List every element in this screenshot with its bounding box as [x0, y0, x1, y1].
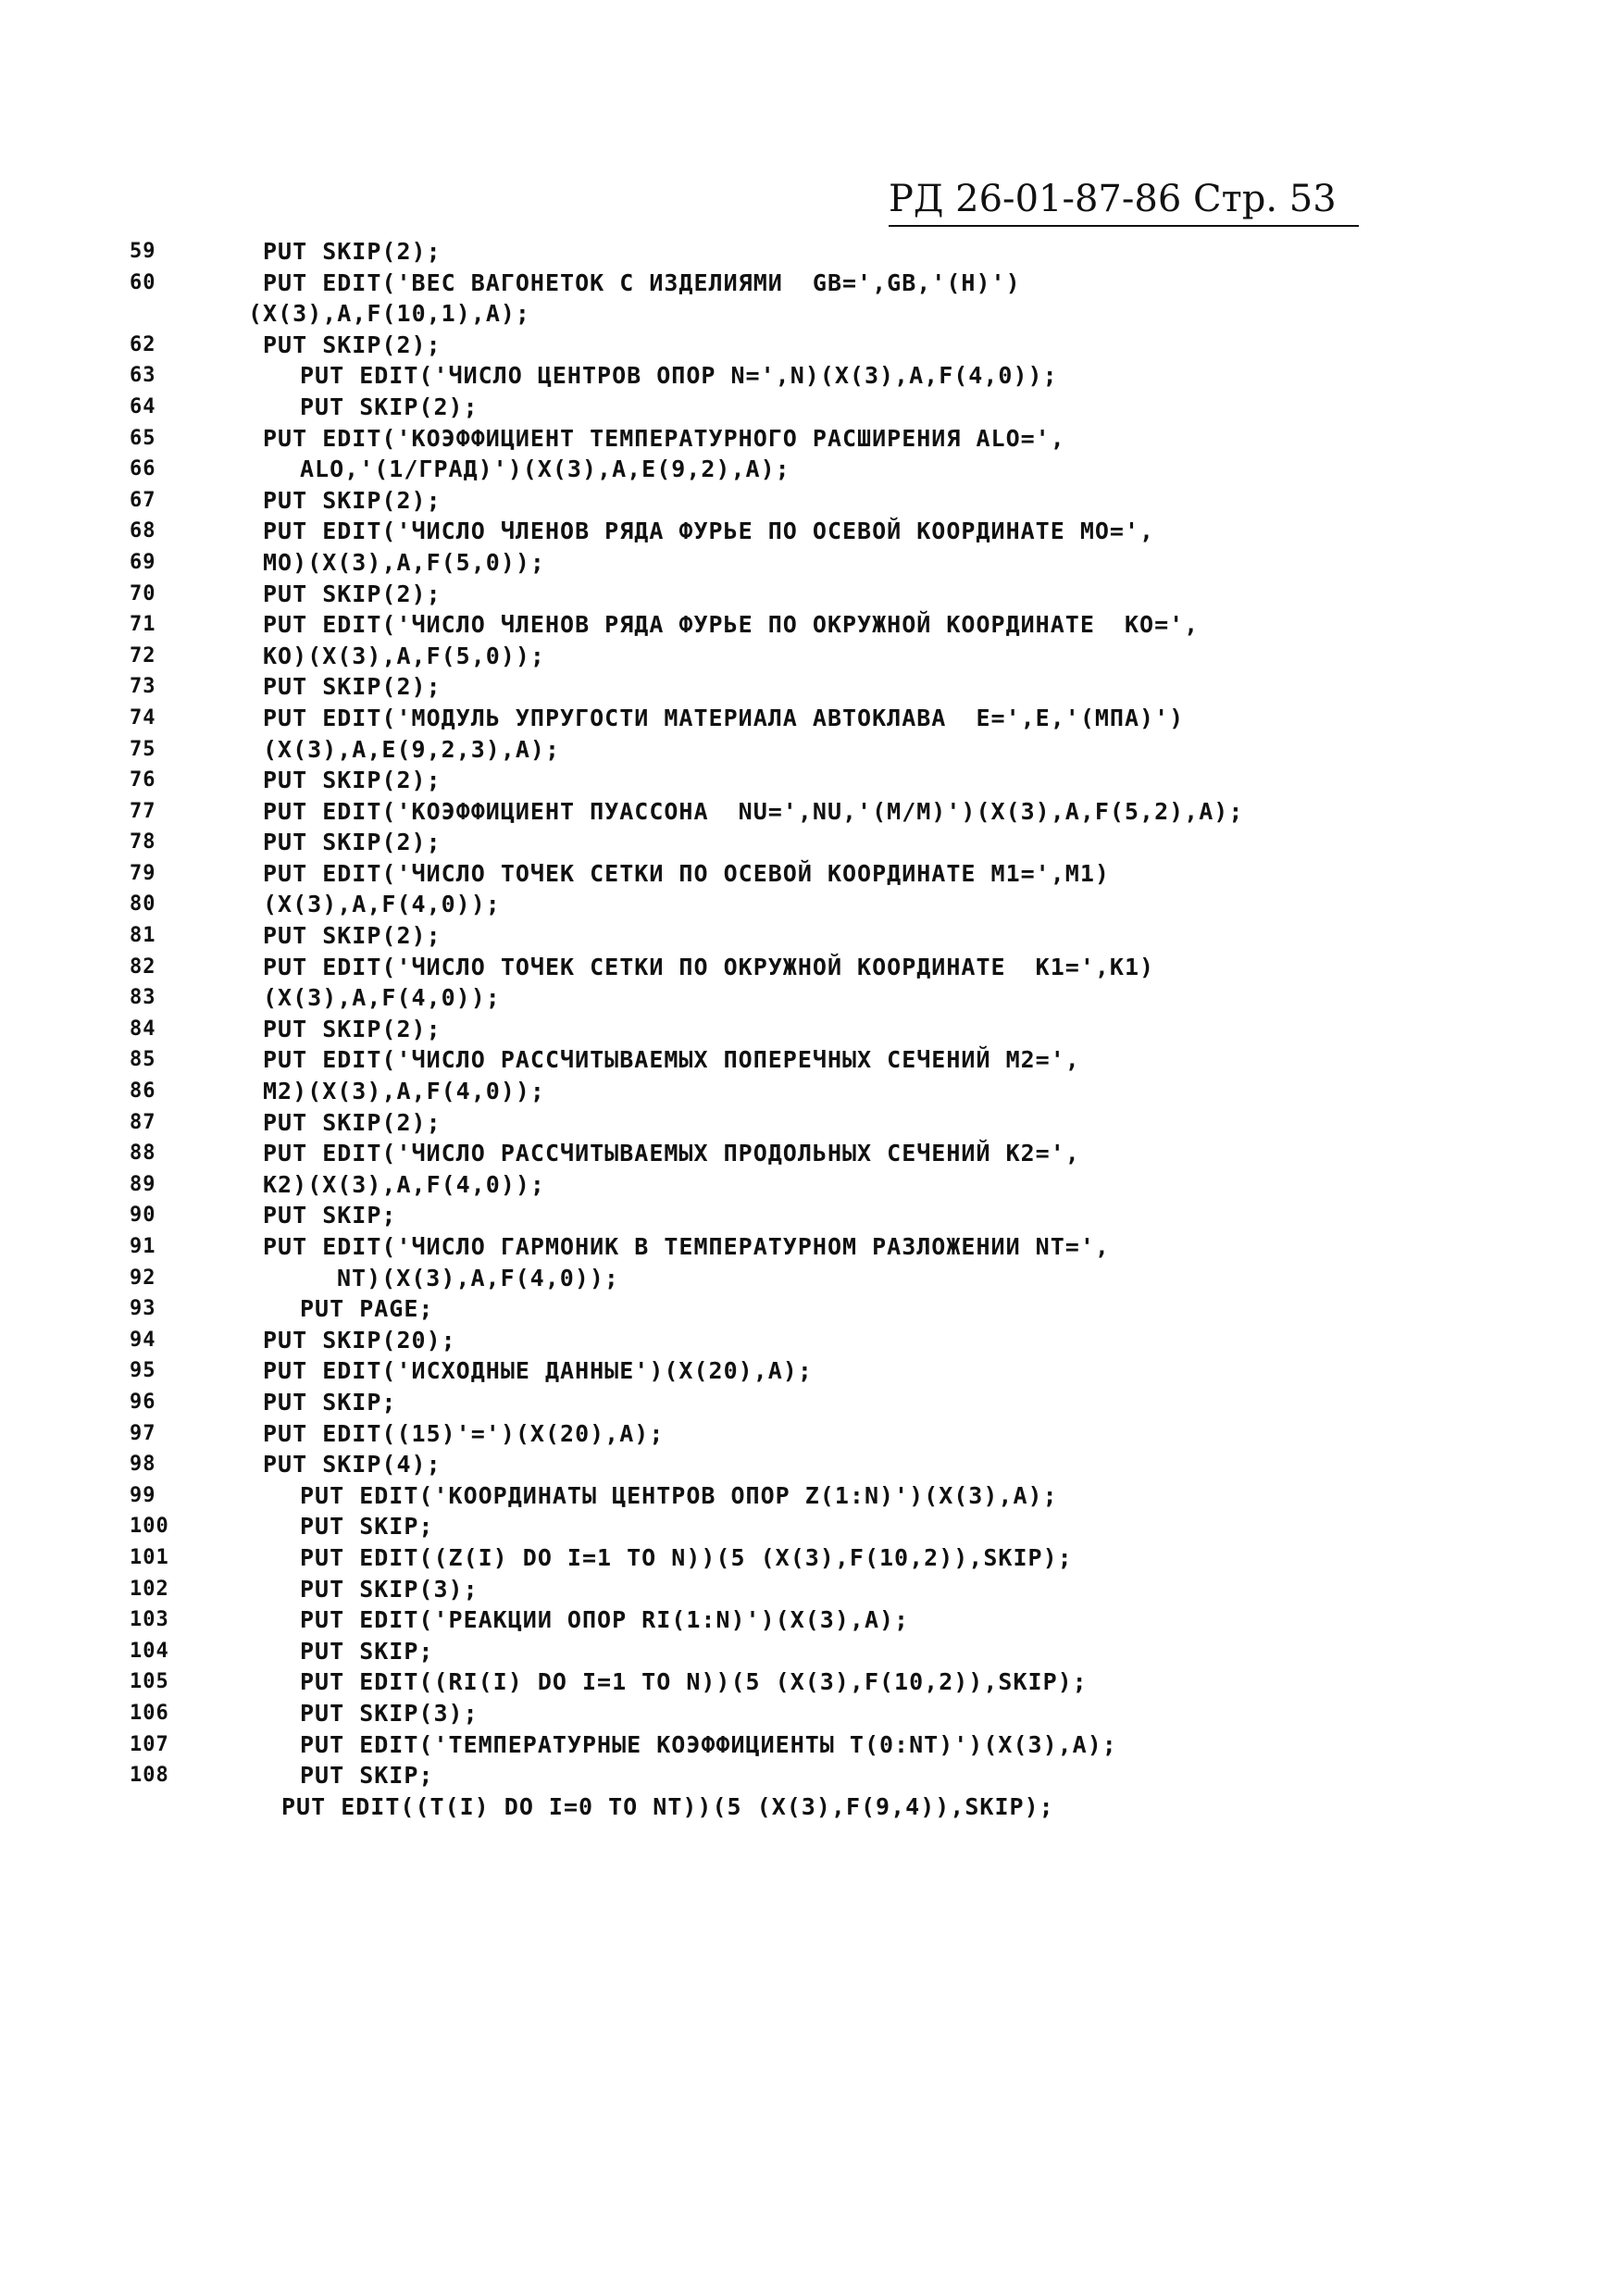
code-line: [130, 236, 1518, 268]
line-number: 81: [130, 924, 156, 948]
code-text: PUT SKIP(2);: [263, 922, 442, 950]
line-number: 64: [130, 394, 156, 418]
line-number: 96: [130, 1390, 156, 1414]
line-number: 71: [130, 613, 156, 637]
code-line: [130, 1791, 1518, 1823]
line-number: 106: [130, 1701, 169, 1725]
code-line: [130, 1263, 1518, 1294]
line-number: 102: [130, 1577, 169, 1601]
code-line: [130, 796, 1518, 828]
line-number: 82: [130, 955, 156, 979]
code-text: NT)(X(3),A,F(4,0));: [337, 1264, 619, 1292]
code-line: [130, 1418, 1518, 1450]
code-line: [130, 641, 1518, 672]
code-line: [130, 1449, 1518, 1480]
line-number: 108: [130, 1764, 169, 1788]
line-number: 92: [130, 1266, 156, 1290]
code-line: [130, 454, 1518, 485]
page-header: РД 26-01-87-86 Стр. 53: [889, 178, 1337, 220]
code-text: PUT EDIT((T(I) DO I=0 TO NT))(5 (X(3),F(9,4)),SKIP);: [281, 1792, 1054, 1820]
code-text: PUT SKIP(20);: [263, 1326, 456, 1354]
line-number: 79: [130, 861, 156, 885]
line-number: 89: [130, 1172, 156, 1196]
code-line: [130, 1231, 1518, 1263]
code-line: [130, 1666, 1518, 1698]
code-text: PUT SKIP;: [263, 1388, 397, 1416]
line-number: 80: [130, 892, 156, 917]
code-line: [130, 1014, 1518, 1045]
code-line: [130, 360, 1518, 392]
code-text: PUT SKIP(2);: [263, 238, 442, 265]
code-line: [130, 982, 1518, 1014]
code-text: PUT PAGE;: [300, 1295, 434, 1323]
code-text: PUT SKIP(2);: [263, 486, 442, 514]
code-text: PUT SKIP(2);: [263, 1015, 442, 1042]
line-number: 90: [130, 1204, 156, 1228]
code-line: [130, 485, 1518, 517]
line-number: 73: [130, 675, 156, 699]
line-number: 103: [130, 1608, 169, 1632]
line-number: 70: [130, 581, 156, 605]
header-underline: [889, 225, 1359, 227]
code-text: M2)(X(3),A,F(4,0));: [263, 1078, 545, 1105]
code-text: PUT EDIT('ЧИСЛО ТОЧЕК СЕТКИ ПО ОКРУЖНОЙ КООРДИНАТЕ K1=',K1): [263, 953, 1155, 980]
code-line: [130, 1636, 1518, 1667]
line-number: 93: [130, 1297, 156, 1321]
line-number: 107: [130, 1732, 169, 1756]
line-number: 62: [130, 332, 156, 356]
line-number: 68: [130, 519, 156, 543]
code-text: PUT EDIT('ТЕМПЕРАТУРНЫЕ КОЭФФИЦИЕНТЫ T(0:NT)')(X(3),A);: [300, 1730, 1117, 1758]
code-line: [130, 1387, 1518, 1418]
code-line: [130, 1698, 1518, 1729]
code-line: [130, 392, 1518, 423]
code-line: [130, 547, 1518, 579]
line-number: 74: [130, 705, 156, 730]
code-text: PUT EDIT('ВЕС ВАГОНЕТОК С ИЗДЕЛИЯМИ GB=',GB,'(Н)'): [263, 268, 1021, 296]
code-text: PUT EDIT('ЧИСЛО ЧЛЕНОВ РЯДА ФУРЬЕ ПО ОКРУЖНОЙ КООРДИНАТЕ KO=',: [263, 611, 1200, 639]
line-number: 83: [130, 986, 156, 1010]
code-line: [130, 1480, 1518, 1512]
line-number: 100: [130, 1515, 169, 1539]
line-number: 84: [130, 1017, 156, 1041]
code-line: [130, 703, 1518, 734]
line-number: 86: [130, 1079, 156, 1104]
code-line: [130, 1325, 1518, 1356]
code-line: [130, 952, 1518, 983]
line-number: 66: [130, 457, 156, 481]
code-text: PUT SKIP;: [300, 1762, 434, 1790]
code-line: [130, 1760, 1518, 1791]
code-text: PUT SKIP(2);: [263, 1108, 442, 1136]
code-text: (X(3),A,F(4,0));: [263, 891, 501, 918]
code-line: [130, 1044, 1518, 1076]
code-line: [130, 1200, 1518, 1231]
code-text: PUT EDIT('МОДУЛЬ УПРУГОСТИ МАТЕРИАЛА АВТОКЛАВА E=',E,'(МПА)'): [263, 704, 1185, 731]
code-text: PUT EDIT('РЕАКЦИИ ОПОР RI(1:N)')(X(3),A);: [300, 1606, 910, 1634]
code-text: (X(3),A,F(10,1),A);: [248, 300, 530, 328]
code-line: [130, 1574, 1518, 1605]
line-number: 88: [130, 1142, 156, 1166]
line-number: 60: [130, 270, 156, 294]
code-text: PUT SKIP(2);: [263, 767, 442, 794]
code-line: [130, 609, 1518, 641]
code-line: [130, 516, 1518, 547]
code-line: [130, 1729, 1518, 1761]
code-line: [130, 1511, 1518, 1542]
code-text: PUT EDIT('ЧИСЛО ГАРМОНИК В ТЕМПЕРАТУРНОМ РАЗЛОЖЕНИИ NT=',: [263, 1233, 1110, 1260]
code-text: PUT EDIT('ЧИСЛО ТОЧЕК СЕТКИ ПО ОСЕВОЙ КООРДИНАТЕ M1=',M1): [263, 859, 1110, 887]
code-text: PUT SKIP;: [300, 1637, 434, 1665]
code-text: PUT SKIP(4);: [263, 1451, 442, 1479]
code-line: [130, 1604, 1518, 1636]
code-text: PUT SKIP(2);: [263, 331, 442, 358]
code-text: (X(3),A,E(9,2,3),A);: [263, 735, 561, 763]
code-text: PUT EDIT('КООРДИНАТЫ ЦЕНТРОВ ОПОР Z(1:N)')(X(3),A);: [300, 1481, 1058, 1509]
line-number: 75: [130, 737, 156, 761]
code-line: [130, 1138, 1518, 1169]
code-line: [130, 1355, 1518, 1387]
code-text: PUT EDIT('ЧИСЛО ЧЛЕНОВ РЯДА ФУРЬЕ ПО ОСЕВОЙ КООРДИНАТЕ MO=',: [263, 518, 1155, 545]
line-number: 72: [130, 643, 156, 668]
code-text: (X(3),A,F(4,0));: [263, 984, 501, 1012]
code-text: MO)(X(3),A,F(5,0));: [263, 548, 545, 576]
line-number: 77: [130, 799, 156, 823]
line-number: 69: [130, 550, 156, 574]
code-text: PUT EDIT('ЧИСЛО РАССЧИТЫВАЕМЫХ ПОПЕРЕЧНЫХ СЕЧЕНИЙ M2=',: [263, 1046, 1080, 1074]
line-number: 95: [130, 1359, 156, 1383]
code-text: PUT EDIT((RI(I) DO I=1 TO N))(5 (X(3),F(10,2)),SKIP);: [300, 1668, 1088, 1696]
code-text: PUT SKIP(3);: [300, 1575, 479, 1603]
code-line: [130, 423, 1518, 455]
line-number: 67: [130, 488, 156, 512]
code-line: [130, 1107, 1518, 1139]
code-text: PUT SKIP(2);: [263, 673, 442, 701]
code-line: [130, 671, 1518, 703]
code-line: [130, 579, 1518, 610]
line-number: 91: [130, 1235, 156, 1258]
code-line: [130, 734, 1518, 766]
code-text: PUT SKIP(2);: [263, 829, 442, 856]
code-line: [130, 827, 1518, 858]
line-number: 94: [130, 1328, 156, 1352]
code-text: PUT SKIP;: [263, 1202, 397, 1229]
line-number: 97: [130, 1421, 156, 1445]
code-text: PUT SKIP(2);: [300, 393, 479, 420]
code-line: [130, 1542, 1518, 1574]
code-text: PUT EDIT('КОЭФФИЦИЕНТ ПУАССОНА NU=',NU,'(М/М)')(X(3),A,F(5,2),A);: [263, 797, 1244, 825]
code-line: [130, 1076, 1518, 1107]
code-text: PUT EDIT('ЧИСЛО РАССЧИТЫВАЕМЫХ ПРОДОЛЬНЫХ СЕЧЕНИЙ K2=',: [263, 1140, 1080, 1167]
code-line: [130, 268, 1518, 299]
code-line: [130, 330, 1518, 361]
code-listing: [130, 236, 1518, 1822]
code-line: [130, 889, 1518, 920]
code-line: [130, 1293, 1518, 1325]
code-text: PUT EDIT('КОЭФФИЦИЕНТ ТЕМПЕРАТУРНОГО РАСШИРЕНИЯ ALO=',: [263, 424, 1065, 452]
code-text: PUT EDIT('ИСХОДНЫЕ ДАННЫЕ')(X(20),A);: [263, 1357, 813, 1385]
code-text: K2)(X(3),A,F(4,0));: [263, 1170, 545, 1198]
line-number: 63: [130, 364, 156, 388]
code-line: [130, 298, 1518, 330]
code-text: PUT EDIT((Z(I) DO I=1 TO N))(5 (X(3),F(10,2)),SKIP);: [300, 1543, 1073, 1571]
line-number: 59: [130, 240, 156, 263]
line-number: 85: [130, 1048, 156, 1072]
code-text: PUT EDIT((15)'=')(X(20),A);: [263, 1419, 665, 1447]
line-number: 99: [130, 1483, 156, 1507]
line-number: 87: [130, 1110, 156, 1134]
line-number: 101: [130, 1545, 169, 1569]
line-number: 98: [130, 1453, 156, 1477]
code-text: PUT SKIP;: [300, 1513, 434, 1541]
code-text: PUT SKIP(2);: [263, 580, 442, 607]
code-text: PUT SKIP(3);: [300, 1699, 479, 1727]
code-text: ALO,'(1/ГРАД)')(X(3),A,E(9,2),A);: [300, 455, 790, 483]
code-line: [130, 765, 1518, 796]
line-number: 104: [130, 1639, 169, 1663]
code-text: PUT EDIT('ЧИСЛО ЦЕНТРОВ ОПОР N=',N)(X(3),A,F(4,0));: [300, 362, 1058, 390]
line-number: 78: [130, 830, 156, 855]
line-number: 65: [130, 426, 156, 450]
code-line: [130, 858, 1518, 890]
line-number: 76: [130, 768, 156, 792]
code-text: KO)(X(3),A,F(5,0));: [263, 642, 545, 669]
line-number: 105: [130, 1670, 169, 1694]
code-line: [130, 920, 1518, 952]
code-line: [130, 1169, 1518, 1201]
